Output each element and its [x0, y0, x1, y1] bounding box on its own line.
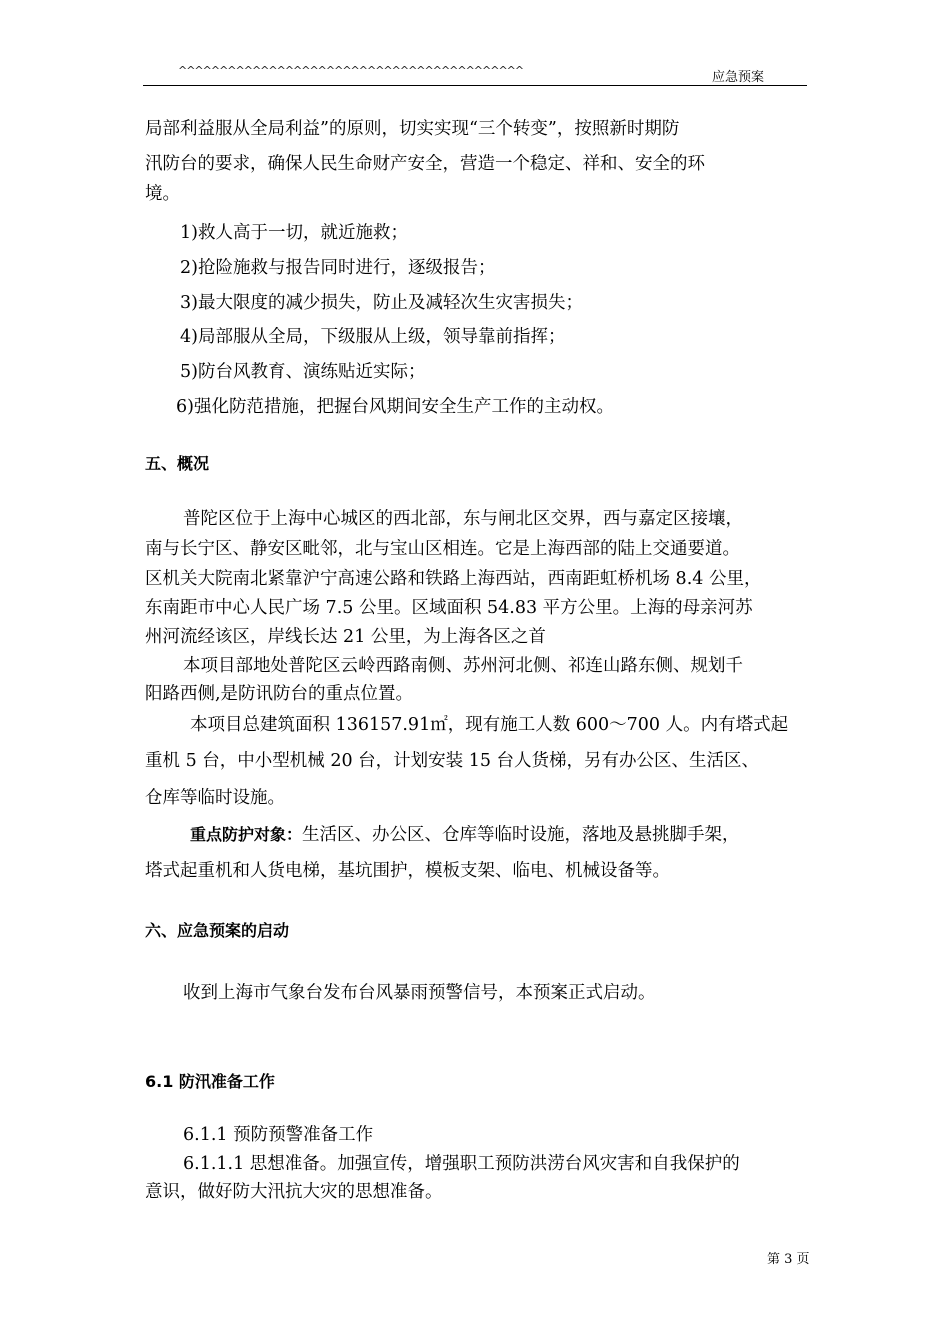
project-scale-line: 本项目总建筑面积 136157.91㎡，现有施工人数 600～700 人。内有塔式起 — [190, 715, 789, 735]
overview-line: 普陀区位于上海中心城区的西北部，东与闸北区交界，西与嘉定区接壤， — [183, 509, 743, 529]
project-location-line: 阳路西侧,是防讯防台的重点位置。 — [145, 684, 414, 704]
overview-line: 州河流经该区，岸线长达 21 公里，为上海各区之首 — [145, 627, 546, 647]
header-title: 应急预案 — [712, 70, 765, 85]
intro-line-2: 汛防台的要求，确保人民生命财产安全，营造一个稳定、祥和、安全的环 — [145, 154, 705, 174]
principle-item: 6)强化防范措施，把握台风期间安全生产工作的主动权。 — [176, 397, 614, 417]
principle-item: 2)抢险施救与报告同时进行，逐级报告； — [180, 258, 496, 278]
header-ornament: ^^^^^^^^^^^^^^^^^^^^^^^^^^^^^^^^^^^^^^^^^^ — [178, 64, 524, 77]
overview-line: 区机关大院南北紧靠沪宁高速公路和铁路上海西站，西南距虹桥机场 8.4 公里， — [145, 569, 762, 589]
section-6-1-heading: 6.1 防汛准备工作 — [145, 1072, 275, 1091]
project-scale-line: 仓库等临时设施。 — [145, 788, 285, 808]
item-6-1-1-1-line: 6.1.1.1 思想准备。加强宣传，增强职工预防洪涝台风灾害和自我保护的 — [183, 1154, 740, 1174]
item-6-1-1-1-line: 意识，做好防大汛抗大灾的思想准备。 — [145, 1182, 443, 1202]
page-number: 第 3 页 — [767, 1252, 810, 1267]
intro-line-3: 境。 — [145, 184, 180, 204]
key-protection-line: 塔式起重机和人货电梯，基坑围护，模板支架、临电、机械设备等。 — [145, 861, 670, 881]
header-rule — [143, 85, 807, 86]
section-6-heading: 六、应急预案的启动 — [145, 921, 290, 940]
key-protection-text: 生活区、办公区、仓库等临时设施，落地及悬挑脚手架， — [302, 825, 740, 845]
key-protection-label: 重点防护对象： — [190, 825, 303, 844]
activation-text: 收到上海市气象台发布台风暴雨预警信号，本预案正式启动。 — [183, 983, 656, 1003]
overview-line: 南与长宁区、静安区毗邻，北与宝山区相连。它是上海西部的陆上交通要道。 — [145, 539, 740, 559]
overview-line: 东南距市中心人民广场 7.5 公里。区域面积 54.83 平方公里。上海的母亲河苏 — [145, 598, 753, 618]
project-location-line: 本项目部地处普陀区云岭西路南侧、苏州河北侧、祁连山路东侧、规划千 — [183, 656, 743, 676]
section-5-heading: 五、概况 — [145, 454, 210, 473]
subsection-6-1-1: 6.1.1 预防预警准备工作 — [183, 1125, 374, 1145]
principle-item: 3)最大限度的减少损失，防止及减轻次生灾害损失； — [180, 293, 583, 313]
principle-item: 5)防台风教育、演练贴近实际； — [180, 362, 426, 382]
principle-item: 4)局部服从全局，下级服从上级，领导靠前指挥； — [180, 327, 566, 347]
intro-line-1: 局部利益服从全局利益”的原则，切实实现“三个转变”，按照新时期防 — [145, 119, 680, 139]
principle-item: 1)救人高于一切，就近施救； — [180, 223, 408, 243]
key-protection-line — [190, 824, 740, 846]
project-scale-line: 重机 5 台，中小型机械 20 台，计划安装 15 台人货梯，另有办公区、生活区、 — [145, 751, 760, 771]
